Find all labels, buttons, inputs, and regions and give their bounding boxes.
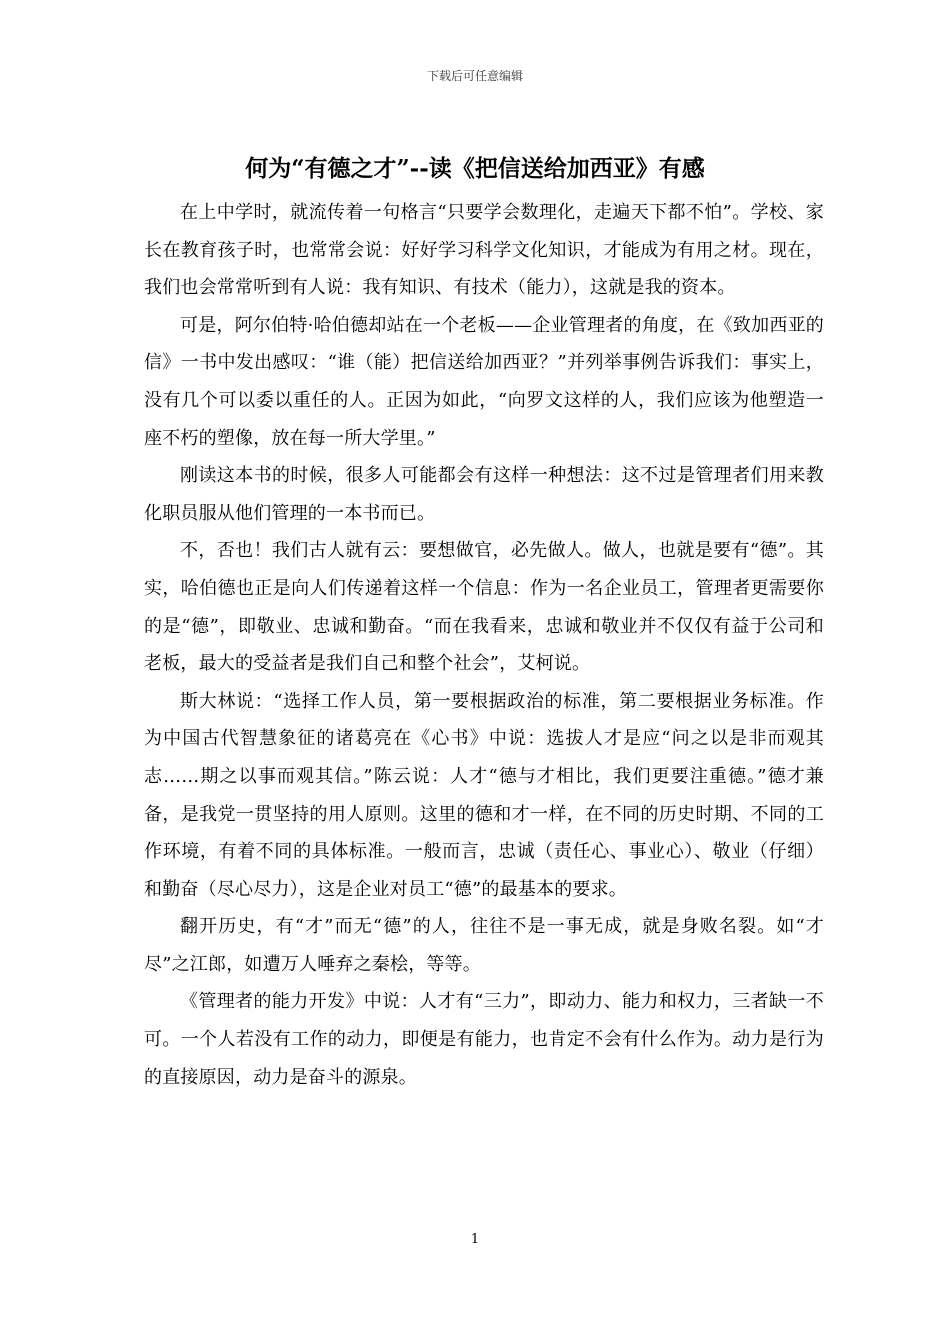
paragraph: 不，否也！我们古人就有云：要想做官，必先做人。做人，也就是要有“德”。其实，哈伯德也正是向人们传递着这样一个信息：作为一名企业员工，管理者更需要你的是“德”，即敬业、忠诚和勤奋。“而在我看来，忠诚和敬业并不仅仅有益于公司和老板，最大的受益者是我们自己和整个社会”，艾柯说。 xyxy=(144,540,824,675)
header-note: 下载后可任意编辑 xyxy=(426,69,523,83)
paragraph: 刚读这本书的时候，很多人可能都会有这样一种想法：这不过是管理者们用来教化职员服从他们管理的一本书而已。 xyxy=(144,465,824,524)
paragraph: 可是，阿尔伯特·哈伯德却站在一个老板——企业管理者的角度，在《致加西亚的信》一书中发出感叹：“谁（能）把信送给加西亚？”并列举事例告诉我们：事实上，没有几个可以委以重任的人。正因为如此，“向罗文这样的人，我们应该为他塑造一座不朽的塑像，放在每一所大学里。” xyxy=(144,314,824,449)
document-title: 何为“有德之才”--读《把信送给加西亚》有感 xyxy=(245,155,705,182)
page-number: 1 xyxy=(470,1232,480,1247)
paragraph: 《管理者的能力开发》中说：人才有“三力”，即动力、能力和权力，三者缺一不可。一个人若没有工作的动力，即便是有能力，也肯定不会有什么作为。动力是行为的直接原因，动力是奋斗的源泉。 xyxy=(144,991,824,1088)
document-body xyxy=(144,194,824,1096)
paragraph: 在上中学时，就流传着一句格言“只要学会数理化，走遍天下都不怕”。学校、家长在教育孩子时，也常常会说：好好学习科学文化知识，才能成为有用之材。现在，我们也会常常听到有人说：我有知识、有技术（能力），这就是我的资本。 xyxy=(144,202,824,299)
paragraph: 斯大林说：“选择工作人员，第一要根据政治的标准，第二要根据业务标准。作为中国古代智慧象征的诸葛亮在《心书》中说：选拔人才是应“问之以是非而观其志……期之以事而观其信。”陈云说：人才“德与才相比，我们更要注重德。”德才兼备，是我党一贯坚持的用人原则。这里的德和才一样，在不同的历史时期、不同的工作环境，有着不同的具体标准。一般而言，忠诚（责任心、事业心）、敬业（仔细）和勤奋（尽心尽力），这是企业对员工“德”的最基本的要求。 xyxy=(144,690,824,900)
paragraph: 翻开历史，有“才”而无“德”的人，往往不是一事无成，就是身败名裂。如“才尽”之江郎，如遭万人唾弃之秦桧，等等。 xyxy=(144,916,824,975)
